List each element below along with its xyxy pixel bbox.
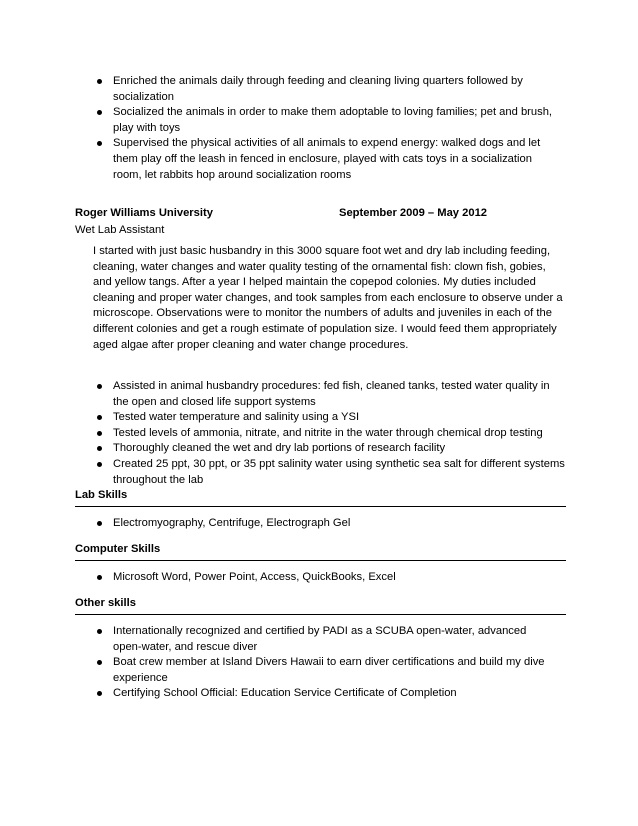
- list-item: Socialized the animals in order to make them adoptable to loving families; pet and brush, play with toys: [75, 105, 555, 136]
- list-item: Boat crew member at Island Divers Hawaii to earn diver certifications and build my dive experience: [75, 655, 555, 686]
- lab-skills-list: [75, 516, 570, 532]
- list-item: Internationally recognized and certified by PADI as a SCUBA open-water, advanced open-water, and rescue diver: [75, 624, 555, 655]
- job-organization: Roger Williams University: [75, 207, 213, 219]
- section-heading-lab-skills: Lab Skills: [75, 488, 566, 507]
- job-title: Wet Lab Assistant: [75, 224, 165, 236]
- list-item: Supervised the physical activities of all animals to expend energy: walked dogs and let them play off the leash in fenced in enclosure, played with cats toys in a socialization room, let rabbits hop around socialization rooms: [75, 136, 555, 183]
- list-item: Microsoft Word, Power Point, Access, QuickBooks, Excel: [75, 570, 570, 586]
- job-description: I started with just basic husbandry in this 3000 square foot wet and dry lab including feeding, cleaning, water changes and water quality testing of the ornamental fish: clown fish, gobies, and yellow tangs. After a year I helped maintain the copepod colonies. My duties included cleaning and proper water changes, and took samples from each enclosure to observe under a microscope. Observations were to monitor the numbers of adults and juveniles in each of the different colonies and get a rough estimate of population size. I would feed them appropriately aged algae after proper cleaning and water change procedures.: [93, 245, 563, 351]
- job-dates: September 2009 – May 2012: [339, 207, 488, 219]
- job-header: [75, 206, 570, 222]
- list-item: Thoroughly cleaned the wet and dry lab portions of research facility: [75, 441, 565, 457]
- list-item: Created 25 ppt, 30 ppt, or 35 ppt salinity water using synthetic sea salt for different systems throughout the lab: [75, 457, 565, 488]
- list-item: Assisted in animal husbandry procedures: fed fish, cleaned tanks, tested water quality in the open and closed life support systems: [75, 379, 565, 410]
- list-item: Tested water temperature and salinity using a YSI: [75, 410, 565, 426]
- list-item: Electromyography, Centrifuge, Electrograph Gel: [75, 516, 570, 532]
- list-item: Certifying School Official: Education Service Certificate of Completion: [75, 686, 555, 702]
- computer-skills-list: [75, 570, 570, 586]
- previous-job-duties-list: [75, 74, 555, 183]
- section-heading-computer-skills: Computer Skills: [75, 542, 566, 561]
- other-skills-list: [75, 624, 555, 702]
- list-item: Enriched the animals daily through feeding and cleaning living quarters followed by socialization: [75, 74, 555, 105]
- section-heading-other-skills: Other skills: [75, 596, 566, 615]
- list-item: Tested levels of ammonia, nitrate, and nitrite in the water through chemical drop testing: [75, 426, 565, 442]
- job-duties-list: [75, 379, 565, 488]
